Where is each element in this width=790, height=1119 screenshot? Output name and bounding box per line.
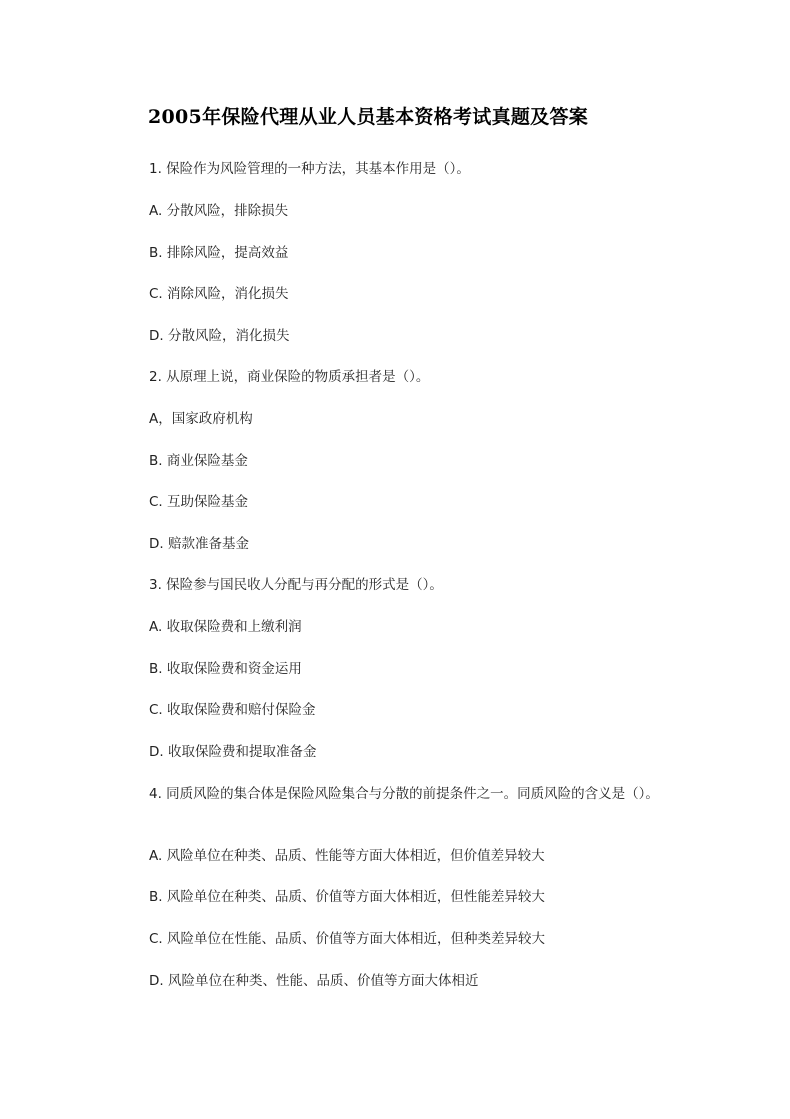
question-1-option-d: D. 分散风险，消化损失 <box>149 328 290 344</box>
question-2-stem: 2. 从原理上说，商业保险的物质承担者是（）。 <box>149 369 430 385</box>
question-3-option-a: A. 收取保险费和上缴利润 <box>149 619 302 635</box>
question-4-stem: 4. 同质风险的集合体是保险风险集合与分散的前提条件之一。同质风险的含义是（）。 <box>149 786 659 802</box>
question-4-option-d: D. 风险单位在种类、性能、品质、价值等方面大体相近 <box>149 973 479 989</box>
question-3-stem: 3. 保险参与国民收人分配与再分配的形式是（）。 <box>149 577 443 593</box>
question-4-option-a: A. 风险单位在种类、品质、性能等方面大体相近，但价值差异较大 <box>149 848 545 864</box>
question-1-option-a: A. 分散风险，排除损失 <box>149 203 289 219</box>
question-4-option-b: B. 风险单位在种类、品质、价值等方面大体相近，但性能差异较大 <box>149 889 545 905</box>
question-2-option-c: C. 互助保险基金 <box>149 494 249 510</box>
question-2-option-a: A，国家政府机构 <box>149 411 253 427</box>
question-3-option-d: D. 收取保险费和提取准备金 <box>149 744 317 760</box>
question-3-option-c: C. 收取保险费和赔付保险金 <box>149 702 316 718</box>
question-2-option-d: D. 赔款准备基金 <box>149 536 249 552</box>
question-1-stem: 1. 保险作为风险管理的一种方法，其基本作用是（）。 <box>149 161 470 177</box>
question-1-option-c: C. 消除风险，消化损失 <box>149 286 289 302</box>
question-2-option-b: B. 商业保险基金 <box>149 453 248 469</box>
question-1-option-b: B. 排除风险，提高效益 <box>149 245 289 261</box>
question-3-option-b: B. 收取保险费和资金运用 <box>149 661 302 677</box>
question-4-option-c: C. 风险单位在性能、品质、价值等方面大体相近，但种类差异较大 <box>149 931 546 947</box>
document-title: 2005年保险代理从业人员基本资格考试真题及答案 <box>148 106 589 128</box>
